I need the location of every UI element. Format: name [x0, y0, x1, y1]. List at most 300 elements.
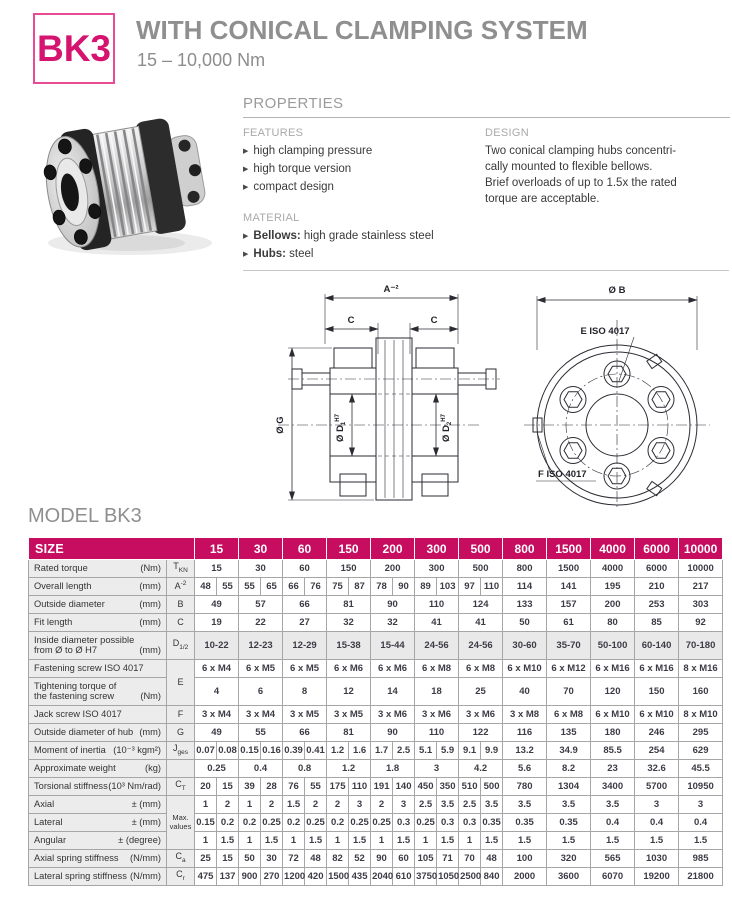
model-code-badge [33, 13, 115, 84]
row-label: Outside diameter of hub (mm) [29, 724, 167, 742]
value-cell: 3 [635, 796, 679, 814]
value-cell: 0.16 [261, 742, 283, 760]
value-cell: 1 [195, 796, 217, 814]
row-symbol: $C_a$ [167, 850, 195, 868]
material-prefix: Hubs: [253, 248, 286, 260]
value-cell: 3 x M6 [459, 706, 503, 724]
value-cell: 435 [349, 868, 371, 886]
value-cell: 15 [217, 778, 239, 796]
page-title: WITH CONICAL CLAMPING SYSTEM [136, 15, 588, 45]
value-cell: 61 [547, 614, 591, 632]
value-cell: 100 [503, 850, 547, 868]
size-col-header: 200 [371, 538, 415, 560]
value-cell: 270 [261, 868, 283, 886]
value-cell: 320 [547, 850, 591, 868]
value-cell: 6 x M5 [283, 660, 327, 678]
value-cell: 3.5 [437, 796, 459, 814]
material-item [243, 228, 485, 246]
value-cell: 92 [679, 614, 723, 632]
value-cell: 510 [459, 778, 481, 796]
row-label: Outside diameter (mm) [29, 596, 167, 614]
value-cell: 1 [371, 832, 393, 850]
value-cell: 195 [591, 578, 635, 596]
value-cell: 55 [217, 578, 239, 596]
value-cell: 180 [591, 724, 635, 742]
value-cell: 2040 [371, 868, 393, 886]
value-cell: 28 [261, 778, 283, 796]
table-header-row [29, 538, 723, 560]
value-cell: 1 [239, 796, 261, 814]
value-cell: 9.1 [459, 742, 481, 760]
value-cell: 6 x M6 [371, 660, 415, 678]
size-col-header: 15 [195, 538, 239, 560]
value-cell: 2 [305, 796, 327, 814]
value-cell: 57 [239, 596, 283, 614]
value-cell: 76 [283, 778, 305, 796]
table-row [29, 850, 723, 868]
spec-table [28, 537, 723, 886]
size-col-header: 1500 [547, 538, 591, 560]
value-cell: 2000 [503, 868, 547, 886]
value-cell: 0.4 [679, 814, 723, 832]
value-cell: 3.5 [503, 796, 547, 814]
value-cell: 3 [393, 796, 415, 814]
row-label: Lateral ± (mm) [29, 814, 167, 832]
row-symbol: $A^{-2}$ [167, 578, 195, 596]
value-cell: 6 x M12 [547, 660, 591, 678]
value-cell: 6 x M8 [547, 706, 591, 724]
features-list [243, 143, 485, 197]
value-cell: 1.5 [437, 832, 459, 850]
material-item [243, 246, 485, 264]
callout-label-f: F ISO 4017 [538, 469, 587, 480]
value-cell: 60-140 [635, 632, 679, 660]
value-cell: 0.3 [459, 814, 481, 832]
dimension-label-c-left: C [347, 315, 355, 326]
value-cell: 780 [503, 778, 547, 796]
value-cell: 120 [591, 678, 635, 706]
value-cell: 2.5 [415, 796, 437, 814]
value-cell: 350 [437, 778, 459, 796]
value-cell: 110 [415, 724, 459, 742]
value-cell: 1304 [547, 778, 591, 796]
value-cell: 565 [591, 850, 635, 868]
row-label: Rated torque (Nm) [29, 560, 167, 578]
table-row [29, 560, 723, 578]
value-cell: 89 [415, 578, 437, 596]
value-cell: 90 [371, 596, 415, 614]
value-cell: 10950 [679, 778, 723, 796]
value-cell: 65 [261, 578, 283, 596]
dimension-label-d2: Ø $D_2^{H7}$ [441, 414, 453, 442]
value-cell: 27 [283, 614, 327, 632]
table-row [29, 614, 723, 632]
value-cell: 0.25 [305, 814, 327, 832]
value-cell: 1.5 [217, 832, 239, 850]
value-cell: 6 x M16 [591, 660, 635, 678]
design-text-line: cally mounted to flexible bellows. [485, 161, 653, 173]
value-cell: 15-44 [371, 632, 415, 660]
value-cell: 1.5 [349, 832, 371, 850]
value-cell: 60 [283, 560, 327, 578]
value-cell: 50 [503, 614, 547, 632]
value-cell: 32.6 [635, 760, 679, 778]
row-label: Axial spring stiffness (N/mm) [29, 850, 167, 868]
table-row [29, 778, 723, 796]
value-cell: 85.5 [591, 742, 635, 760]
value-cell: 80 [591, 614, 635, 632]
value-cell: 10-22 [195, 632, 239, 660]
value-cell: 1.6 [349, 742, 371, 760]
table-row [29, 796, 723, 814]
value-cell: 0.25 [261, 814, 283, 832]
value-cell: 1.2 [327, 742, 349, 760]
value-cell: 5.1 [415, 742, 437, 760]
feature-text: high torque version [253, 163, 352, 175]
value-cell: 160 [679, 678, 723, 706]
value-cell: 35-70 [547, 632, 591, 660]
value-cell: 1 [415, 832, 437, 850]
value-cell: 3 [415, 760, 459, 778]
value-cell: 500 [481, 778, 503, 796]
section-divider [243, 270, 729, 271]
design-text-line: torque are acceptable. [485, 193, 600, 205]
value-cell: 300 [415, 560, 459, 578]
value-cell: 55 [239, 578, 261, 596]
value-cell: 150 [635, 678, 679, 706]
properties-heading: PROPERTIES [243, 95, 730, 118]
value-cell: 122 [459, 724, 503, 742]
features-heading: FEATURES [243, 127, 304, 139]
value-cell: 6 [239, 678, 283, 706]
value-cell: 0.2 [239, 814, 261, 832]
size-col-header: 60 [283, 538, 327, 560]
feature-item [243, 179, 485, 197]
value-cell: 3 x M8 [503, 706, 547, 724]
jack-screw-notch [647, 354, 662, 368]
front-view [524, 285, 710, 508]
value-cell: 0.25 [415, 814, 437, 832]
value-cell: 3 x M4 [195, 706, 239, 724]
value-cell: 24-56 [415, 632, 459, 660]
size-col-header: 150 [327, 538, 371, 560]
value-cell: 5700 [635, 778, 679, 796]
value-cell: 1050 [437, 868, 459, 886]
value-cell: 24-56 [459, 632, 503, 660]
spec-table-body [29, 538, 723, 886]
value-cell: 6 x M6 [327, 660, 371, 678]
value-cell: 25 [195, 850, 217, 868]
value-cell: 90 [393, 578, 415, 596]
value-cell: 114 [503, 578, 547, 596]
table-row [29, 632, 723, 660]
value-cell: 90 [371, 850, 393, 868]
value-cell: 14 [371, 678, 415, 706]
value-cell: 2 [371, 796, 393, 814]
value-cell: 157 [547, 596, 591, 614]
value-cell: 110 [349, 778, 371, 796]
value-cell: 9.9 [481, 742, 503, 760]
row-symbol: G [167, 724, 195, 742]
feature-text: high clamping pressure [253, 145, 373, 157]
value-cell: 254 [635, 742, 679, 760]
value-cell: 30 [261, 850, 283, 868]
table-row [29, 814, 723, 832]
value-cell: 48 [195, 578, 217, 596]
value-cell: 13.2 [503, 742, 547, 760]
value-cell: 4 [195, 678, 239, 706]
value-cell: 246 [635, 724, 679, 742]
value-cell: 6000 [635, 560, 679, 578]
value-cell: 55 [305, 778, 327, 796]
value-cell: 0.2 [217, 814, 239, 832]
value-cell: 253 [635, 596, 679, 614]
value-cell: 3400 [591, 778, 635, 796]
value-cell: 6 x M10 [591, 706, 635, 724]
value-cell: 295 [679, 724, 723, 742]
table-row [29, 578, 723, 596]
dimension-label-a: A⁻² [383, 284, 399, 295]
row-label: Fit length (mm) [29, 614, 167, 632]
row-symbol: B [167, 596, 195, 614]
value-cell: 0.4 [635, 814, 679, 832]
table-row [29, 868, 723, 886]
design-text-line: Brief overloads of up to 1.5x the rated [485, 177, 677, 189]
value-cell: 3 x M5 [283, 706, 327, 724]
value-cell: 0.25 [349, 814, 371, 832]
value-cell: 1 [195, 832, 217, 850]
value-cell: 40 [503, 678, 547, 706]
value-cell: 2500 [459, 868, 481, 886]
value-cell: 8 [283, 678, 327, 706]
value-cell: 30 [239, 560, 283, 578]
value-cell: 19 [195, 614, 239, 632]
table-row [29, 760, 723, 778]
torque-range-subtitle: 15 – 10,000 Nm [137, 50, 266, 70]
value-cell: 1.5 [481, 832, 503, 850]
triangle-bullet-icon: ▶ [243, 148, 249, 155]
value-cell: 2 [327, 796, 349, 814]
value-cell: 15-38 [327, 632, 371, 660]
value-cell: 48 [481, 850, 503, 868]
material-text: high grade stainless steel [300, 230, 434, 242]
value-cell: 90 [371, 724, 415, 742]
value-cell: 0.39 [283, 742, 305, 760]
row-label: Moment of inertia (10⁻³ kgm²) [29, 742, 167, 760]
value-cell: 3.5 [591, 796, 635, 814]
value-cell: 0.15 [239, 742, 261, 760]
jack-screw-notch [647, 481, 662, 495]
value-cell: 0.35 [547, 814, 591, 832]
dimension-label-c-right: C [430, 315, 438, 326]
value-cell: 0.3 [393, 814, 415, 832]
value-cell: 0.3 [437, 814, 459, 832]
value-cell: 6 x M8 [415, 660, 459, 678]
dimension-label-d1: Ø $D_1^{H7}$ [335, 414, 347, 442]
triangle-bullet-icon: ▶ [243, 184, 249, 191]
row-symbol [167, 760, 195, 778]
value-cell: 12 [327, 678, 371, 706]
value-cell: 32 [327, 614, 371, 632]
value-cell: 81 [327, 596, 371, 614]
value-cell: 1.5 [393, 832, 415, 850]
model-section-heading: MODEL BK3 [28, 505, 142, 527]
value-cell: 87 [349, 578, 371, 596]
table-row [29, 706, 723, 724]
value-cell: 25 [459, 678, 503, 706]
value-cell: 3600 [547, 868, 591, 886]
value-cell: 32 [371, 614, 415, 632]
row-label: Jack screw ISO 4017 [29, 706, 167, 724]
material-heading: MATERIAL [243, 212, 300, 224]
value-cell: 12-29 [283, 632, 327, 660]
dimension-label-b: Ø B [608, 285, 626, 296]
value-cell: 66 [283, 578, 305, 596]
value-cell: 1 [327, 832, 349, 850]
value-cell: 6 x M4 [195, 660, 239, 678]
value-cell: 0.8 [283, 760, 327, 778]
value-cell: 70 [547, 678, 591, 706]
value-cell: 82 [327, 850, 349, 868]
value-cell: 60 [393, 850, 415, 868]
value-cell: 49 [195, 596, 239, 614]
value-cell: 0.4 [591, 814, 635, 832]
value-cell: 1.5 [503, 832, 547, 850]
value-cell: 1.5 [547, 832, 591, 850]
row-symbol: E [167, 660, 195, 706]
table-row [29, 660, 723, 678]
value-cell: 30-60 [503, 632, 547, 660]
size-col-header: 6000 [635, 538, 679, 560]
value-cell: 200 [371, 560, 415, 578]
value-cell: 18 [415, 678, 459, 706]
row-label: Torsional stiffness (10³ Nm/rad) [29, 778, 167, 796]
size-col-header: 800 [503, 538, 547, 560]
value-cell: 3750 [415, 868, 437, 886]
value-cell: 5.9 [437, 742, 459, 760]
table-row [29, 742, 723, 760]
value-cell: 0.25 [371, 814, 393, 832]
callout-label-e: E ISO 4017 [580, 326, 630, 337]
value-cell: 141 [547, 578, 591, 596]
value-cell: 800 [503, 560, 547, 578]
triangle-bullet-icon: ▶ [243, 166, 249, 173]
triangle-bullet-icon: ▶ [243, 251, 249, 258]
triangle-bullet-icon: ▶ [243, 233, 249, 240]
value-cell: 0.25 [195, 760, 239, 778]
value-cell: 71 [437, 850, 459, 868]
value-cell: 124 [459, 596, 503, 614]
value-cell: 3 x M4 [239, 706, 283, 724]
size-col-header: 500 [459, 538, 503, 560]
value-cell: 1.2 [327, 760, 371, 778]
value-cell: 629 [679, 742, 723, 760]
value-cell: 52 [349, 850, 371, 868]
value-cell: 0.08 [217, 742, 239, 760]
value-cell: 4.2 [459, 760, 503, 778]
size-header: SIZE [29, 538, 195, 560]
value-cell: 72 [283, 850, 305, 868]
value-cell: 2 [217, 796, 239, 814]
value-cell: 23 [591, 760, 635, 778]
value-cell: 6 x M10 [635, 706, 679, 724]
value-cell: 1.5 [635, 832, 679, 850]
value-cell: 2.5 [393, 742, 415, 760]
value-cell: 3 [679, 796, 723, 814]
size-col-header: 300 [415, 538, 459, 560]
value-cell: 3 x M6 [415, 706, 459, 724]
size-col-header: 4000 [591, 538, 635, 560]
value-cell: 2.5 [459, 796, 481, 814]
row-symbol: C [167, 614, 195, 632]
value-cell: 210 [635, 578, 679, 596]
value-cell: 1.5 [305, 832, 327, 850]
value-cell: 0.07 [195, 742, 217, 760]
value-cell: 3 [349, 796, 371, 814]
value-cell: 49 [195, 724, 239, 742]
value-cell: 50-100 [591, 632, 635, 660]
feature-item [243, 161, 485, 179]
value-cell: 1.5 [283, 796, 305, 814]
value-cell: 0.2 [327, 814, 349, 832]
table-row [29, 596, 723, 614]
material-text: steel [285, 248, 314, 260]
row-label: Lateral spring stiffness (N/mm) [29, 868, 167, 886]
value-cell: 0.4 [239, 760, 283, 778]
value-cell: 50 [239, 850, 261, 868]
value-cell: 3.5 [547, 796, 591, 814]
value-cell: 8 x M10 [679, 706, 723, 724]
row-label: Axial ± (mm) [29, 796, 167, 814]
value-cell: 1500 [547, 560, 591, 578]
row-label: Inside diameter possible from Ø to Ø H7 (mm) [29, 632, 167, 660]
value-cell: 500 [459, 560, 503, 578]
value-cell: 15 [217, 850, 239, 868]
value-cell: 175 [327, 778, 349, 796]
value-cell: 3 x M5 [327, 706, 371, 724]
value-cell: 1 [283, 832, 305, 850]
value-cell: 6 x M5 [239, 660, 283, 678]
feature-text: compact design [253, 181, 334, 193]
value-cell: 1.5 [261, 832, 283, 850]
value-cell: 1.5 [679, 832, 723, 850]
row-label: Tightening torque of the fastening screw (Nm) [29, 678, 167, 706]
value-cell: 610 [393, 868, 415, 886]
value-cell: 105 [415, 850, 437, 868]
size-col-header: 10000 [679, 538, 723, 560]
row-symbol: $T_{KN}$ [167, 560, 195, 578]
value-cell: 900 [239, 868, 261, 886]
value-cell: 140 [393, 778, 415, 796]
value-cell: 8 x M16 [679, 660, 723, 678]
technical-drawing [30, 276, 730, 510]
row-symbol: F [167, 706, 195, 724]
value-cell: 420 [305, 868, 327, 886]
row-symbol: $J_{ges}$ [167, 742, 195, 760]
value-cell: 217 [679, 578, 723, 596]
value-cell: 450 [415, 778, 437, 796]
value-cell: 0.2 [283, 814, 305, 832]
properties-section [243, 95, 730, 279]
value-cell: 0.41 [305, 742, 327, 760]
material-list [243, 228, 485, 264]
value-cell: 22 [239, 614, 283, 632]
value-cell: 2 [261, 796, 283, 814]
value-cell: 10000 [679, 560, 723, 578]
row-symbol: $D_{1/2}$ [167, 632, 195, 660]
value-cell: 1 [459, 832, 481, 850]
value-cell: 19200 [635, 868, 679, 886]
